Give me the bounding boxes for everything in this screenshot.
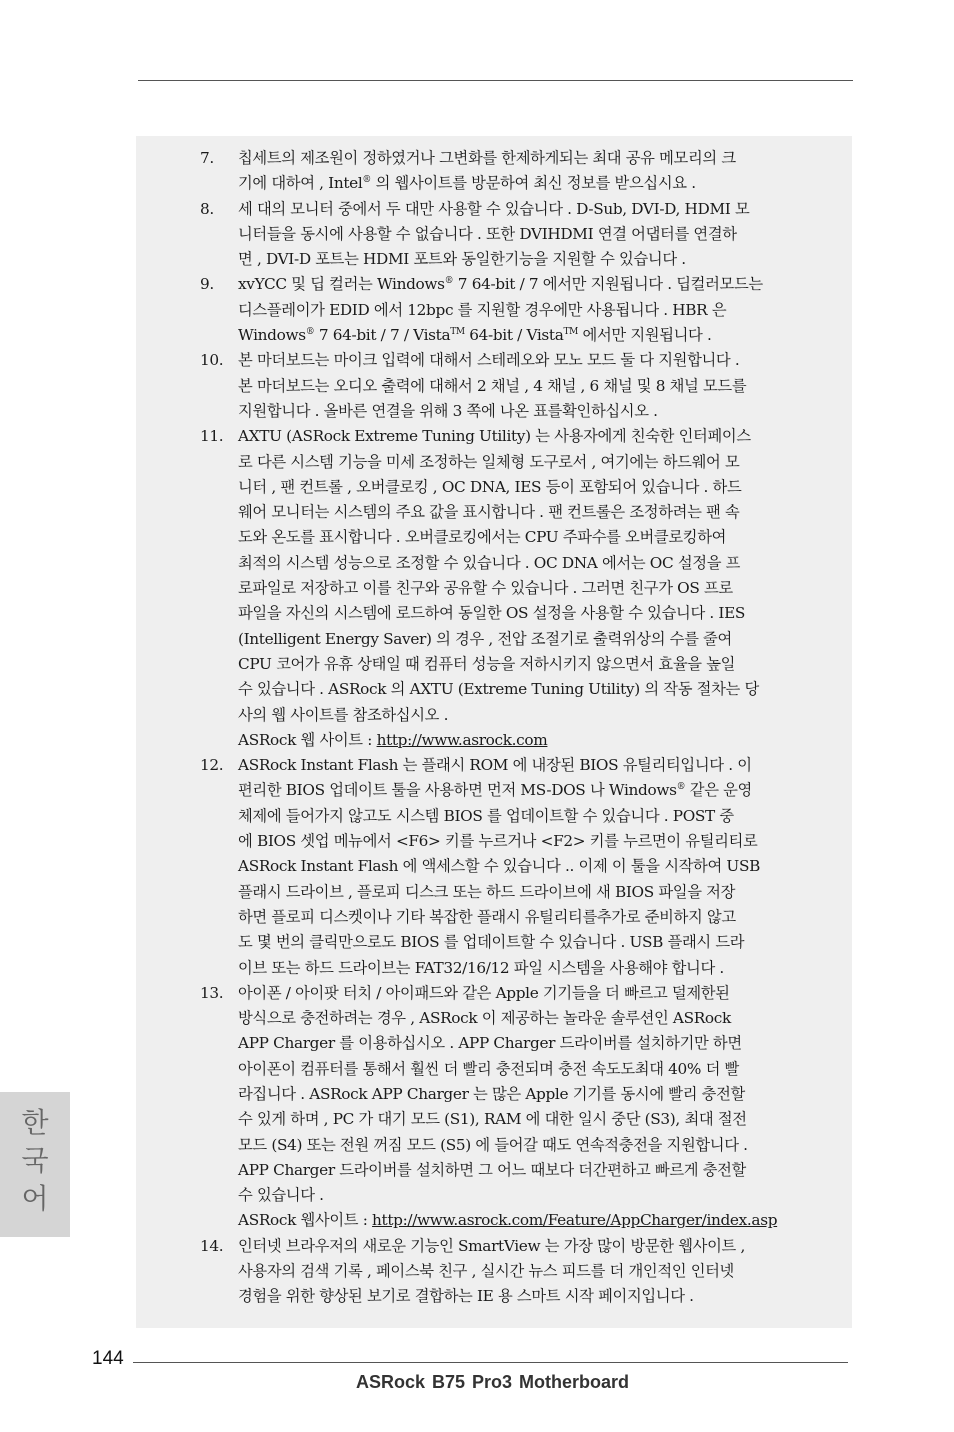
trademark-mark: TM (450, 326, 465, 337)
item-line: 아이폰 / 아이팟 터치 / 아이패드와 같은 Apple 기기들을 더 빠르고 덜제한된 (238, 983, 730, 1002)
list-item-9 (200, 272, 820, 348)
item-number: 8. (200, 199, 214, 218)
list-item-8 (200, 197, 820, 273)
trademark-mark: TM (563, 326, 579, 337)
item-number: 11. (200, 427, 224, 446)
item-line (238, 272, 820, 297)
item-line: 수 있게 하며 , PC 가 대기 모드 (S1), RAM 에 대한 일시 중단 (S3), 최대 절전 (238, 1110, 747, 1129)
text-segment: 64-bit / Vista (464, 326, 564, 345)
item-line: 경험을 위한 향상된 보기로 결합하는 IE 용 스마트 시작 페이지입니다 . (238, 1287, 694, 1306)
item-line (238, 323, 820, 348)
text-segment: 의 웹사이트를 방문하여 최신 정보를 받으십시요 . (371, 174, 696, 193)
language-side-tab (0, 1092, 70, 1237)
item-line: APP Charger 를 이용하십시오 . APP Charger 드라이버를 설치하기만 하면 (238, 1034, 742, 1053)
registered-mark: ® (676, 782, 686, 793)
list-item-12 (200, 753, 820, 981)
item-line: 하면 플로피 디스켓이나 기타 복잡한 플래시 유틸리티를추가로 준비하지 않고 (238, 907, 736, 926)
item-line: 칩세트의 제조원이 정하였거나 그변화를 한제하게되는 최대 공유 메모리의 크 (238, 149, 736, 167)
list-item-14 (200, 1234, 820, 1310)
item-line: 본 마더보드는 마이크 입력에 대해서 스테레오와 모노 모드 둘 다 지원합니다 . (238, 351, 740, 370)
asrock-website-link[interactable]: http://www.asrock.com (376, 730, 548, 749)
item-line: 수 있습니다 . ASRock 의 AXTU (Extreme Tuning Utility) 의 작동 절차는 당 (238, 680, 759, 699)
item-number: 12. (200, 756, 224, 775)
notes-list (200, 146, 820, 1310)
item-line: 세 대의 모니터 중에서 두 대만 사용할 수 있습니다 . D-Sub, DVI-D, HDMI 모 (238, 199, 750, 218)
website-line (238, 728, 820, 753)
item-line: 플래시 드라이브 , 플로피 디스크 또는 하드 드라이브에 새 BIOS 파일을 저장 (238, 882, 736, 901)
item-line: 모드 (S4) 또는 전원 꺼짐 모드 (S5) 에 들어갈 때도 연속적충전을 지원합니다 . (238, 1135, 748, 1154)
item-line: 사의 웹 사이트를 참조하십시오 . (238, 705, 449, 724)
text-segment: Windows (238, 326, 306, 345)
list-item-10 (200, 348, 820, 424)
text-segment: 같은 운영 (685, 781, 752, 800)
item-line: 최적의 시스템 성능으로 조정할 수 있습니다 . OC DNA 에서는 OC 설정을 프 (238, 553, 741, 572)
item-line: 니터 , 팬 컨트롤 , 오버클로킹 , OC DNA, IES 등이 포함되어 있습니다 . 하드 (238, 477, 742, 496)
item-line: 웨어 모니터는 시스템의 주요 값을 표시합니다 . 팬 컨트롤은 조정하려는 팬 속 (238, 503, 740, 522)
list-item-13 (200, 981, 820, 1234)
item-number: 9. (200, 275, 214, 294)
website-label: ASRock 웹 사이트 : (238, 730, 377, 749)
text-segment: 7 64-bit / 7 에서만 지원됩니다 . 딥컬러모드는 (453, 275, 763, 294)
item-number: 14. (200, 1236, 224, 1255)
language-label: 한국어 (21, 1106, 49, 1215)
text-segment: 에서만 지원됩니다 . (578, 326, 712, 345)
item-line: 니터들을 동시에 사용할 수 없습니다 . 또한 DVIHDMI 연결 어댑터를 연결하 (238, 224, 737, 243)
registered-mark: ® (305, 326, 315, 337)
text-segment: 7 64-bit / 7 / Vista (314, 326, 451, 345)
item-line: 로 다른 시스템 기능을 미세 조정하는 일체형 도구로서 , 여기에는 하드웨어 모 (238, 452, 740, 471)
item-line: ASRock Instant Flash 에 액세스할 수 있습니다 .. 이제 이 툴을 시작하여 USB (238, 857, 760, 876)
website-label: ASRock 웹사이트 : (238, 1211, 373, 1230)
text-segment: xvYCC 및 딥 컬러는 Windows (238, 275, 445, 294)
footer-title: ASRock B75 Pro3 Motherboard (356, 1372, 630, 1392)
item-line: 라집니다 . ASRock APP Charger 는 많은 Apple 기기를 동시에 빨리 충전할 (238, 1084, 745, 1103)
item-line: (Intelligent Energy Saver) 의 경우 , 전압 조절기로 출력위상의 수를 줄여 (238, 629, 732, 648)
item-line: APP Charger 드라이버를 설치하면 그 어느 때보다 더간편하고 빠르게 충전할 (238, 1160, 746, 1179)
text-segment: 편리한 BIOS 업데이트 툴을 사용하면 먼저 MS-DOS 나 Windows (238, 781, 677, 800)
footer-rule (133, 1362, 848, 1363)
header-rule (138, 80, 853, 81)
item-line: 이브 또는 하드 드라이브는 FAT32/16/12 파일 시스템을 사용해야 합니다 . (238, 958, 724, 977)
app-charger-link[interactable]: http://www.asrock.com/Feature/AppCharger/index.asp (372, 1211, 778, 1230)
registered-mark: ® (362, 175, 372, 186)
item-line: 인터넷 브라우저의 새로운 기능인 SmartView 는 가장 많이 방문한 웹사이트 , (238, 1236, 745, 1255)
list-item-11 (200, 424, 820, 753)
item-line: CPU 코어가 유휴 상태일 때 컴퓨터 성능을 저하시키지 않으면서 효율을 높일 (238, 654, 736, 673)
item-line: 파일을 자신의 시스템에 로드하여 동일한 OS 설정을 사용할 수 있습니다 . IES (238, 604, 746, 623)
item-line: 도 몇 번의 클릭만으로도 BIOS 를 업데이트할 수 있습니다 . USB 플래시 드라 (238, 933, 745, 952)
website-line (238, 1208, 820, 1233)
item-line: AXTU (ASRock Extreme Tuning Utility) 는 사용자에게 친숙한 인터페이스 (238, 427, 751, 446)
item-line: 지원합니다 . 올바른 연결을 위해 3 쪽에 나온 표를확인하십시오 . (238, 401, 658, 420)
item-line: 사용자의 검색 기록 , 페이스북 친구 , 실시간 뉴스 피드를 더 개인적인 인터넷 (238, 1262, 734, 1281)
item-number: 7. (200, 149, 214, 167)
list-item-7 (200, 146, 820, 197)
item-line: 디스플레이가 EDID 에서 12bpc 를 지원할 경우에만 사용됩니다 . HBR 은 (238, 300, 727, 319)
item-number: 13. (200, 983, 224, 1002)
item-line: 체제에 들어가지 않고도 시스템 BIOS 를 업데이트할 수 있습니다 . POST 중 (238, 806, 734, 825)
item-line: 수 있습니다 . (238, 1186, 324, 1205)
item-line (238, 778, 820, 803)
item-line: 방식으로 충전하려는 경우 , ASRock 이 제공하는 놀라운 솔루션인 ASRock (238, 1009, 731, 1028)
page-number: 144 (92, 1348, 124, 1369)
text-segment: 기에 대하여 , Intel (238, 174, 363, 193)
item-line: 에 BIOS 셋업 메뉴에서 <F6> 키를 누르거나 <F2> 키를 누르면이 유틸리티로 (238, 832, 758, 851)
item-line (238, 171, 820, 196)
item-line: ASRock Instant Flash 는 플래시 ROM 에 내장된 BIOS 유틸리티입니다 . 이 (238, 756, 752, 775)
registered-mark: ® (444, 276, 454, 287)
item-line: 본 마더보드는 오디오 출력에 대해서 2 채널 , 4 채널 , 6 채널 및 8 채널 모드를 (238, 376, 747, 395)
item-number: 10. (200, 351, 224, 370)
item-line: 로파일로 저장하고 이를 친구와 공유할 수 있습니다 . 그러면 친구가 OS 프로 (238, 579, 733, 598)
item-line: 도와 온도를 표시합니다 . 오버클로킹에서는 CPU 주파수를 오버클로킹하여 (238, 528, 727, 547)
item-line: 면 , DVI-D 포트는 HDMI 포트와 동일한기능을 지원할 수 있습니다 . (238, 250, 686, 269)
item-line: 아이폰이 컴퓨터를 통해서 훨씬 더 빨리 충전되며 충전 속도도최대 40% 더 빨 (238, 1059, 739, 1078)
